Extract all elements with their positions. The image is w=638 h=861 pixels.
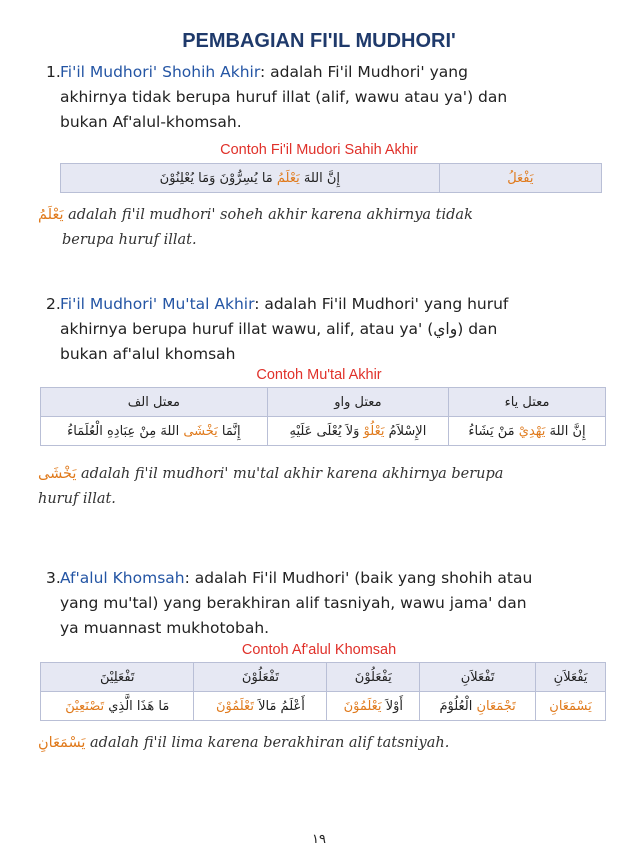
table-cell: الإِسْلاَمُ يَعْلُوْ وَلاَ يُعْلَى عَلَيْهِ xyxy=(267,417,448,446)
section-3-line2: yang mu'tal) yang berakhiran alif tasniyah, wawu jama' dan xyxy=(60,594,527,612)
table-3-title: Contoh Af'alul Khomsah xyxy=(241,642,397,658)
section-1-text: : adalah Fi'il Mudhori' yang xyxy=(259,63,468,81)
section-3-expl-line1: adalah fi'il lima karena berakhiran alif tatsniyah. xyxy=(90,735,450,751)
section-3-number: 3. xyxy=(46,569,61,587)
section-3-expl-word: يَسْمَعَانِ xyxy=(38,735,86,751)
table-cell xyxy=(61,164,440,193)
table-cell xyxy=(536,692,606,721)
section-1 xyxy=(46,60,600,135)
section-3-heading: Af'alul Khomsah xyxy=(60,569,185,587)
section-2-text: : adalah Fi'il Mudhori' yang huruf xyxy=(254,295,509,313)
table-row xyxy=(61,164,602,193)
page-number: ١٩ xyxy=(312,832,326,847)
section-1-expl-line1: adalah fi'il mudhori' soheh akhir karena akhirnya tidak xyxy=(68,207,473,223)
section-2-expl-word: يَخْشَى xyxy=(38,466,77,482)
section-2-expl-line1: adalah fi'il mudhori' mu'tal akhir karena akhirnya berupa xyxy=(81,466,504,482)
cell-highlight: تَجْمَعَانِ xyxy=(476,698,516,714)
section-3-text: : adalah Fi'il Mudhori' (baik yang shohih atau xyxy=(184,569,533,587)
table-cell: مَا هَذَا الَّذِي تَصْنَعِيْنَ xyxy=(41,692,194,721)
section-2-number: 2. xyxy=(46,295,61,313)
section-1-expl-line2: berupa huruf illat. xyxy=(62,232,197,248)
table-row xyxy=(41,692,606,721)
table-header: معتل ياء xyxy=(449,388,606,417)
section-2-line2: akhirnya berupa huruf illat wawu, alif, atau ya' (واي) dan xyxy=(60,320,498,338)
table-2-title: Contoh Mu'tal Akhir xyxy=(256,367,382,383)
table-row xyxy=(41,417,606,446)
table-header: يَفْعَلُوْنَ xyxy=(327,663,420,692)
section-1-line2: akhirnya tidak berupa huruf illat (alif, wawu atau ya') dan xyxy=(60,88,508,106)
section-1-number: 1. xyxy=(46,63,61,81)
cell-highlight: يَهْدِيْ xyxy=(518,423,546,439)
example-highlight: يَعْلَمُ xyxy=(276,170,300,186)
table-1-title: Contoh Fi'il Mudori Sahih Akhir xyxy=(220,142,418,158)
table-cell: إِنَّمَا يَخْشَى اللهَ مِنْ عِبَادِهِ الْعُلَمَاءُ xyxy=(41,417,268,446)
table-1 xyxy=(60,163,602,193)
table-header: تَفْعَلاَنِ xyxy=(420,663,536,692)
table-cell: أَوْلاَ يَعْلَمُوْنَ xyxy=(327,692,420,721)
section-1-line3: bukan Af'alul-khomsah. xyxy=(60,113,242,131)
section-1-explanation xyxy=(38,203,598,253)
section-3-explanation xyxy=(38,731,598,756)
section-3 xyxy=(46,566,600,641)
cell-highlight: يَعْلُوْ xyxy=(363,423,385,439)
table-cell: إِنَّ اللهَ يَهْدِيْ مَنْ يَشَاءُ xyxy=(449,417,606,446)
section-1-heading: Fi'il Mudhori' Shohih Akhir xyxy=(60,63,260,81)
section-2 xyxy=(46,292,600,367)
cell-highlight: يَسْمَعَانِ xyxy=(549,698,592,714)
table-row xyxy=(41,663,606,692)
section-2-heading: Fi'il Mudhori' Mu'tal Akhir xyxy=(60,295,255,313)
table-cell: أَعْلَمُ مَالاَ تَعْلَمُوْنَ xyxy=(194,692,327,721)
table-2 xyxy=(40,387,606,446)
example-sentence: إِنَّ اللهَ يَعْلَمُ مَا يُسِرُّوْنَ وَمَا يُعْلِنُوْنَ xyxy=(159,170,341,186)
cell-highlight: تَعْلَمُوْنَ xyxy=(215,698,254,714)
section-2-line3: bukan af'alul khomsah xyxy=(60,345,236,363)
table-header: معتل الف xyxy=(41,388,268,417)
table-row xyxy=(41,388,606,417)
cell-highlight: تَصْنَعِيْنَ xyxy=(65,698,105,714)
section-2-expl-line2: huruf illat. xyxy=(38,491,116,507)
example-word: يَفْعَلُ xyxy=(439,164,601,193)
section-2-explanation xyxy=(38,462,598,512)
table-header: معتل واو xyxy=(267,388,448,417)
cell-highlight: يَخْشَى xyxy=(183,423,218,439)
section-1-expl-word: يَعْلَمُ xyxy=(38,207,64,223)
table-header: يَفْعَلاَنِ xyxy=(536,663,606,692)
table-cell: تَجْمَعَانِ الْعُلُوْمَ xyxy=(420,692,536,721)
page-title: PEMBAGIAN FI'IL MUDHORI' xyxy=(182,30,456,52)
table-header: تَفْعَلِيْنَ xyxy=(41,663,194,692)
table-3 xyxy=(40,662,606,721)
section-3-line3: ya muannast mukhotobah. xyxy=(60,619,270,637)
cell-highlight: يَعْلَمُوْنَ xyxy=(343,698,382,714)
table-header: تَفْعَلُوْنَ xyxy=(194,663,327,692)
